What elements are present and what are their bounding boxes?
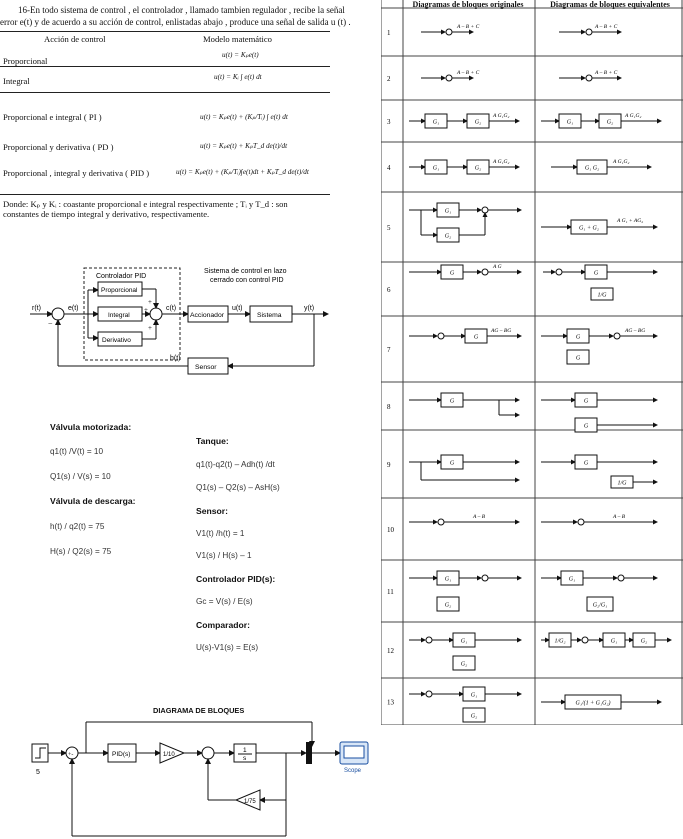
discharge-title: Válvula de descarga: bbox=[50, 496, 136, 506]
summing-point bbox=[614, 333, 620, 339]
sensor-eq-1: V1(t) /h(t) = 1 bbox=[196, 529, 245, 538]
row-number: 3 bbox=[387, 118, 391, 126]
summing-point bbox=[438, 519, 444, 525]
block-plant-label: Sistema bbox=[257, 312, 282, 319]
row-model-p: u(t) = Kₚe(t) bbox=[222, 51, 259, 59]
diagram-block-label: G₁ bbox=[568, 576, 576, 583]
signal-label: A – B bbox=[613, 514, 626, 520]
intro-line-2: error e(t) y de acuerdo a su acción de control, enlistadas abajo , produce una señal de salida u (t) . bbox=[0, 17, 351, 27]
summing-point bbox=[586, 75, 592, 81]
row-name-pid: Proporcional , integral y derivativa ( PID ) bbox=[3, 168, 150, 178]
pid-controller-label: Controlador PID bbox=[96, 273, 147, 280]
footnote-2: constantes de tiempo integral y derivativo, respectivamente. bbox=[3, 209, 210, 219]
signal-label: A – B + C bbox=[457, 70, 480, 76]
header-original: Diagramas de bloques originales bbox=[412, 0, 524, 9]
summing-point bbox=[618, 575, 624, 581]
diagram-block-label: 1/G₂ bbox=[554, 638, 566, 645]
diagram-block-label: G₂ bbox=[460, 661, 468, 668]
scope-label: Scope bbox=[344, 768, 362, 774]
row-number: 9 bbox=[387, 461, 391, 469]
plus-sign: + bbox=[144, 306, 148, 314]
summing-point bbox=[446, 29, 452, 35]
row-number: 10 bbox=[387, 526, 394, 534]
signal-label: A G₁G₂ bbox=[493, 159, 510, 165]
signal-c: c(t) bbox=[166, 305, 177, 312]
signal-label: A – B + C bbox=[457, 24, 480, 30]
row-model-i: u(t) = Kᵢ ∫ e(t) dt bbox=[214, 73, 262, 81]
sum-block-2 bbox=[202, 747, 214, 759]
signal-label: A – B bbox=[473, 514, 486, 520]
diagram-block-label: 1/G bbox=[617, 480, 627, 487]
summing-point bbox=[582, 637, 588, 643]
intro-line-1: 16-En todo sistema de control , el controlador , llamado tambien regulador , recibe la señal bbox=[18, 5, 345, 15]
pid-eq-1: Gc = V(s) / E(s) bbox=[196, 597, 253, 606]
signal-label: AG – BG bbox=[491, 328, 512, 334]
block-sensor-label: Sensor bbox=[195, 364, 217, 371]
signal-label: A G₁G₂ bbox=[625, 113, 642, 119]
diagram-block-label: G₁ bbox=[566, 119, 574, 126]
diagram-block-label: G bbox=[593, 270, 599, 277]
gain-block-label: 1/10 bbox=[163, 752, 175, 758]
diagram-block-label: G bbox=[575, 334, 581, 341]
minus-sign: − bbox=[48, 319, 53, 328]
row-model-pi: u(t) = Kₚe(t) + (Kₚ/Tᵢ) ∫ e(t) dt bbox=[200, 113, 288, 121]
block-table-grid bbox=[381, 0, 683, 725]
row-number: 13 bbox=[387, 698, 394, 707]
signal-label: A G bbox=[493, 264, 502, 270]
row-name-i: Integral bbox=[3, 76, 30, 86]
tank-title: Tanque: bbox=[196, 436, 229, 446]
diagram-block-label: G bbox=[583, 398, 589, 405]
diagram-block-label: G₂ bbox=[474, 165, 482, 172]
table-rule bbox=[0, 194, 330, 195]
summing-point bbox=[426, 691, 432, 697]
row-number: 5 bbox=[387, 224, 391, 232]
signal-label: A G₁G₂ bbox=[493, 113, 510, 119]
pid-loop-diagram bbox=[28, 262, 348, 382]
block-proportional-label: Proporcional bbox=[101, 287, 138, 294]
control-actions-section bbox=[0, 0, 352, 222]
row-number: 11 bbox=[387, 588, 394, 596]
table-top-rule bbox=[0, 31, 330, 32]
signal-e: e(t) bbox=[68, 305, 79, 312]
summing-point bbox=[482, 269, 488, 275]
diagram-block-label: G bbox=[473, 334, 479, 341]
diagram-block-label: G₂ bbox=[640, 638, 648, 645]
step-label: 5 bbox=[36, 769, 40, 776]
signal-label: A G₁ + AG₂ bbox=[617, 218, 644, 224]
comparator-eq-1: U(s)-V1(s) = E(s) bbox=[196, 643, 259, 652]
feedback-gain-label: 1/75 bbox=[244, 799, 256, 805]
diagram-block-label: G₁ G₂ bbox=[584, 165, 600, 172]
diagram-block-label: G₂ bbox=[470, 713, 478, 720]
row-model-pid: u(t) = Kₚe(t) + (Kₚ/Tᵢ)∫e(t)dt + KₚT_d de(t)/dt bbox=[176, 168, 309, 176]
signal-h: h(t) bbox=[170, 355, 181, 362]
valve-eq-2: Q1(s) / V(s) = 10 bbox=[50, 472, 111, 481]
discharge-eq-1: h(t) / q2(t) = 75 bbox=[50, 522, 105, 531]
diagram-block-label: G₁ bbox=[432, 165, 440, 172]
diagram-block-label: G₂/G₁ bbox=[592, 602, 608, 609]
table-header-model: Modelo matemático bbox=[203, 34, 272, 44]
row-number: 12 bbox=[387, 647, 394, 655]
row-name-pi: Proporcional e integral ( PI ) bbox=[3, 112, 102, 122]
diagram-block-label: G₂ bbox=[606, 119, 614, 126]
diagram-block-label: G₁ bbox=[460, 638, 468, 645]
diagram-block-label: G₁ bbox=[610, 638, 618, 645]
row-number: 7 bbox=[387, 346, 391, 354]
diagram-block-label: G bbox=[583, 423, 589, 430]
row-number: 6 bbox=[387, 286, 391, 294]
comparator-title: Comparador: bbox=[196, 620, 250, 630]
diagram-block-label: G bbox=[449, 460, 455, 467]
sensor-title: Sensor: bbox=[196, 506, 228, 516]
diagram-block-label: G₂ bbox=[474, 119, 482, 126]
diagram-block-label: G₂ bbox=[444, 233, 452, 240]
pid-title: Controlador PID(s): bbox=[196, 574, 276, 584]
diagram-block-label: G₁ bbox=[470, 692, 478, 699]
row-number: 2 bbox=[387, 75, 391, 83]
summing-point bbox=[578, 519, 584, 525]
pid-block-label: PID(s) bbox=[112, 751, 131, 758]
summing-point bbox=[426, 637, 432, 643]
row-model-pd: u(t) = Kₚe(t) + KₚT_d de(t)/dt bbox=[200, 142, 288, 150]
block-derivative-label: Derivativo bbox=[102, 337, 131, 344]
signal-label: A – B + C bbox=[595, 24, 618, 30]
diagram-block-label: G₁/(1 + G₁G₂) bbox=[575, 700, 611, 707]
plus-sign: + bbox=[148, 298, 152, 306]
discharge-eq-2: H(s) / Q2(s) = 75 bbox=[50, 547, 112, 556]
diagram-block-label: 1/G bbox=[597, 292, 607, 299]
signal-r: r(t) bbox=[32, 305, 41, 312]
mux-block bbox=[306, 742, 312, 764]
plus-sign: + bbox=[148, 324, 152, 332]
diagram-block-label: G bbox=[583, 460, 589, 467]
summing-point bbox=[586, 29, 592, 35]
block-integral-label: Integral bbox=[108, 312, 130, 319]
tank-eq-2: Q1(s) – Q2(s) – AsH(s) bbox=[196, 483, 280, 492]
row-number: 8 bbox=[387, 403, 391, 411]
signal-label: A G₁G₂ bbox=[613, 159, 630, 165]
summing-junction-1 bbox=[52, 308, 64, 320]
summing-point bbox=[438, 333, 444, 339]
table-header-action: Acción de control bbox=[44, 34, 106, 44]
table-rule bbox=[0, 92, 330, 93]
signal-u: u(t) bbox=[232, 305, 243, 312]
sum-signs: +- bbox=[68, 752, 74, 758]
signal-label: A – B + C bbox=[595, 70, 618, 76]
signal-y: y(t) bbox=[304, 305, 315, 312]
pid-title-1: Sistema de control en lazo bbox=[204, 268, 287, 275]
signal-label: AG – BG bbox=[625, 328, 646, 334]
summing-point bbox=[482, 575, 488, 581]
pid-title-2: cerrado con control PID bbox=[210, 277, 284, 284]
summing-point bbox=[482, 207, 488, 213]
summing-junction-2 bbox=[150, 308, 162, 320]
valve-eq-1: q1(t) /V(t) = 10 bbox=[50, 447, 104, 456]
row-number: 4 bbox=[387, 164, 391, 172]
tank-eq-1: q1(t)-q2(t) – Adh(t) /dt bbox=[196, 460, 275, 469]
diagram-block-label: G bbox=[575, 355, 581, 362]
summing-point bbox=[556, 269, 562, 275]
integrator-den: s bbox=[243, 755, 247, 762]
diagram-block-label: G bbox=[449, 270, 455, 277]
diagram-block-label: G₁ bbox=[432, 119, 440, 126]
row-name-pd: Proporcional y derivativa ( PD ) bbox=[3, 142, 114, 152]
summing-point bbox=[446, 75, 452, 81]
sim-title: DIAGRAMA DE BLOQUES bbox=[153, 706, 245, 715]
diagram-block-label: G bbox=[449, 398, 455, 405]
valve-title: Válvula motorizada: bbox=[50, 422, 132, 432]
integrator-num: 1 bbox=[243, 747, 247, 754]
diagram-block-label: G₂ bbox=[444, 602, 452, 609]
sensor-eq-2: V1(s) / H(s) – 1 bbox=[196, 551, 252, 560]
diagram-block-label: G₁ bbox=[444, 208, 452, 215]
block-actuator-label: Accionador bbox=[190, 312, 225, 319]
diagram-block-label: G₁ + G₂ bbox=[579, 225, 599, 232]
diagram-block-label: G₁ bbox=[444, 576, 452, 583]
footnote-1: Donde: Kₚ y Kᵢ : coastante proporcional e integral respectivamente ; Tᵢ y T_d : son bbox=[3, 199, 288, 209]
block-diagram-table bbox=[381, 0, 683, 725]
simulink-diagram bbox=[24, 718, 380, 839]
table-rule bbox=[0, 66, 330, 67]
row-name-p: Proporcional bbox=[3, 56, 48, 66]
header-equivalent: Diagramas de bloques equivalentes bbox=[550, 0, 670, 9]
row-number: 1 bbox=[387, 29, 391, 37]
